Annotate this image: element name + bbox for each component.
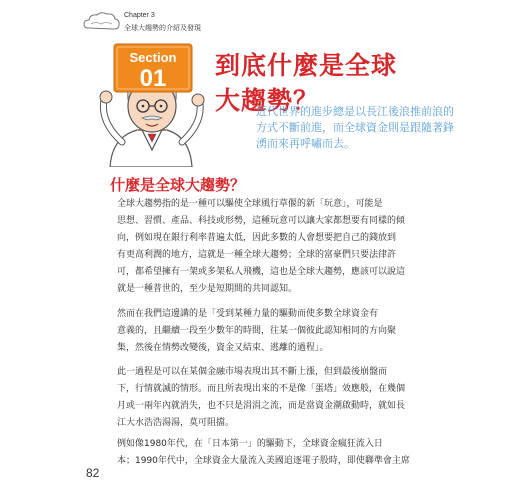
subtitle-line: 湧而來再呼嘯而去。 bbox=[256, 137, 355, 150]
page-number: 82 bbox=[86, 466, 100, 480]
paragraph-line: 有更高利潤的地方，這就是一種全球大趨勢；全球的富豪們只要法律許 bbox=[117, 250, 397, 260]
paragraph-line: 月或一兩年內就消失，也不只是涓涓之流，而是當資金潮啟動時，就如長 bbox=[117, 401, 406, 411]
body-paragraph bbox=[117, 436, 414, 470]
paragraph-line: 就是一種普世的，至少是短期間的共同認知。 bbox=[117, 284, 298, 294]
section-badge-label: Section bbox=[129, 50, 177, 65]
paragraph-line: 可，都希望擁有一架或多架私人飛機，這也是全球大趨勢，應該可以說這 bbox=[117, 267, 406, 277]
paragraph-line: 向，例如現在銀行利率普遍太低，因此多數的人會想要把自己的錢放到 bbox=[117, 233, 397, 243]
title-line: 到底什麼是全球 bbox=[215, 51, 398, 80]
body-paragraph bbox=[117, 196, 414, 298]
paragraph-line: 江大水浩浩湯湯，莫可阻擋。 bbox=[117, 418, 235, 428]
page-subtitle bbox=[256, 104, 491, 152]
paragraph-line: 此一過程是可以在某個金融市場表現出其不斷上漲，但到最後崩盤而 bbox=[117, 367, 388, 377]
paragraph-line: 本；1990年代中，全球資金大量流入美國追逐電子股時，即使聯準會主席 bbox=[117, 456, 410, 466]
paragraph-line: 意義的，且繼續一段至少數年的時間，往某一個彼此認知相同的方向聚 bbox=[117, 326, 397, 336]
chapter-label: Chapter 3 bbox=[124, 12, 155, 19]
paragraph-line: 然而在我們這邊講的是「受到某種力量的驅動而使多數全球資金有 bbox=[117, 309, 379, 319]
section-heading: 什麼是全球大趨勢？ bbox=[110, 176, 246, 194]
subtitle-line: 方式不斷前進，而全球資金則是跟隨著鋒 bbox=[256, 121, 454, 134]
chapter-title: 全球大趨勢的介紹及發現 bbox=[124, 24, 201, 32]
professor-illustration bbox=[82, 42, 222, 167]
body-paragraph bbox=[117, 364, 414, 432]
section-badge-number: 01 bbox=[139, 65, 167, 92]
paragraph-line: 集，然後在情勢改變後，資金又結束、逃離的過程」。 bbox=[117, 343, 329, 353]
cloud-icon bbox=[82, 10, 122, 34]
paragraph-line: 全球大趨勢指的是一種可以驅使全球風行草偃的新「玩意」，可能是 bbox=[117, 199, 383, 209]
paragraph-line: 思想、習慣、產品、科技或形勢，這種玩意可以讓大家都想要有同樣的傾 bbox=[117, 216, 406, 226]
title-line: 大趨勢？ bbox=[215, 86, 320, 115]
paragraph-line: 下，行情就滅的情形。而且所表現出來的不是像「蛋塔」效應般，在幾個 bbox=[117, 384, 406, 394]
subtitle-line: 近代世界的進步總是以長江後浪推前浪的 bbox=[256, 105, 454, 118]
paragraph-line: 例如像1980年代，在「日本第一」的驅動下，全球資金瘋狂流入日 bbox=[117, 439, 383, 449]
body-paragraph bbox=[117, 306, 414, 357]
chapter-header bbox=[82, 10, 282, 40]
